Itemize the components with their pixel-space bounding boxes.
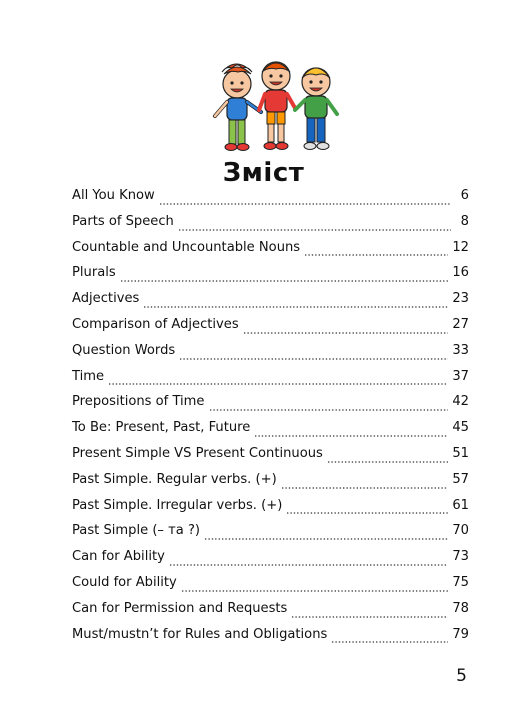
toc-entry-label: Can for Ability (72, 549, 165, 565)
toc-entry[interactable] (72, 214, 469, 240)
toc-entry-label: Parts of Speech (72, 213, 174, 229)
toc-entry[interactable] (72, 291, 469, 317)
toc-entry-label: Plurals (72, 265, 116, 281)
toc-entry[interactable] (72, 188, 469, 214)
dot-leader (243, 332, 449, 334)
dot-leader (169, 564, 448, 566)
toc-entry-label: Must/mustn’t for Rules and Obligations (72, 626, 328, 642)
toc-entry-page: 75 (452, 574, 469, 590)
dot-leader (204, 538, 448, 540)
toc-entry-label: Could for Ability (72, 574, 177, 590)
toc-entry-label: Past Simple (– та ?) (72, 523, 201, 539)
toc-entry-page: 57 (452, 471, 469, 487)
toc-entry-page: 16 (452, 265, 469, 281)
toc-entry-page: 45 (452, 420, 469, 436)
toc-entry-page: 12 (452, 239, 469, 255)
dot-leader (120, 280, 449, 282)
boy-middle-figure (259, 62, 295, 150)
toc-entry[interactable] (72, 523, 469, 549)
boy-right-figure (295, 68, 337, 150)
dot-leader (331, 641, 448, 643)
toc-entry[interactable] (72, 343, 469, 369)
dot-leader (281, 487, 449, 489)
toc-entry[interactable] (72, 446, 469, 472)
toc-entry[interactable] (72, 369, 469, 395)
toc-entry-label: All You Know (72, 188, 155, 203)
dot-leader (304, 254, 448, 256)
toc-entry[interactable] (72, 498, 469, 524)
dot-leader (181, 590, 449, 592)
dot-leader (286, 512, 448, 514)
toc-entry-label: Present Simple VS Present Continuous (72, 445, 323, 461)
toc-entry-label: Adjectives (72, 291, 140, 307)
toc-entry-page: 78 (452, 600, 469, 616)
toc-entry-page: 51 (452, 445, 469, 461)
toc-entry-label: Time (72, 368, 105, 384)
toc-entry-page: 42 (452, 394, 469, 410)
dot-leader (209, 409, 449, 411)
toc-entry[interactable] (72, 472, 469, 498)
toc-entry-label: Countable and Uncountable Nouns (72, 239, 301, 255)
dot-leader (178, 229, 451, 231)
dot-leader (159, 203, 451, 205)
dot-leader (143, 306, 448, 308)
toc-entry-label: Question Words (72, 342, 176, 358)
toc-entry-label: To Be: Present, Past, Future (72, 420, 251, 436)
toc-entry-page: 23 (452, 291, 469, 307)
toc-entry[interactable] (72, 394, 469, 420)
toc-entry[interactable] (72, 627, 469, 653)
toc-entry-page: 70 (452, 523, 469, 539)
toc-entry-page: 8 (460, 213, 469, 229)
toc-entry-label: Comparison of Adjectives (72, 316, 239, 332)
children-holding-hands-illustration (200, 52, 350, 160)
toc-entry[interactable] (72, 317, 469, 343)
toc-entry-page: 79 (452, 626, 469, 642)
page-number: 5 (456, 666, 467, 686)
dot-leader (108, 383, 448, 385)
toc-title: Зміст (222, 158, 305, 188)
toc-entry-page: 73 (452, 549, 469, 565)
toc-entry[interactable] (72, 549, 469, 575)
toc-entry-page: 33 (452, 342, 469, 358)
dot-leader (291, 616, 448, 618)
toc-entry[interactable] (72, 265, 469, 291)
toc-entry-page: 6 (460, 188, 469, 203)
toc-entry-page: 27 (452, 316, 469, 332)
dot-leader (254, 435, 448, 437)
dot-leader (179, 358, 448, 360)
toc-entry[interactable] (72, 420, 469, 446)
toc-entry-page: 37 (452, 368, 469, 384)
toc-entry[interactable] (72, 575, 469, 601)
toc-entry-page: 61 (452, 497, 469, 513)
toc-entry-label: Past Simple. Regular verbs. (+) (72, 471, 277, 487)
boy-left-figure (215, 64, 261, 151)
toc-entry-label: Past Simple. Irregular verbs. (+) (72, 497, 283, 513)
toc-entry[interactable] (72, 601, 469, 627)
toc-entry[interactable] (72, 240, 469, 266)
toc-entry-label: Prepositions of Time (72, 394, 205, 410)
table-of-contents (72, 188, 469, 652)
dot-leader (327, 461, 448, 463)
toc-entry-label: Can for Permission and Requests (72, 600, 288, 616)
